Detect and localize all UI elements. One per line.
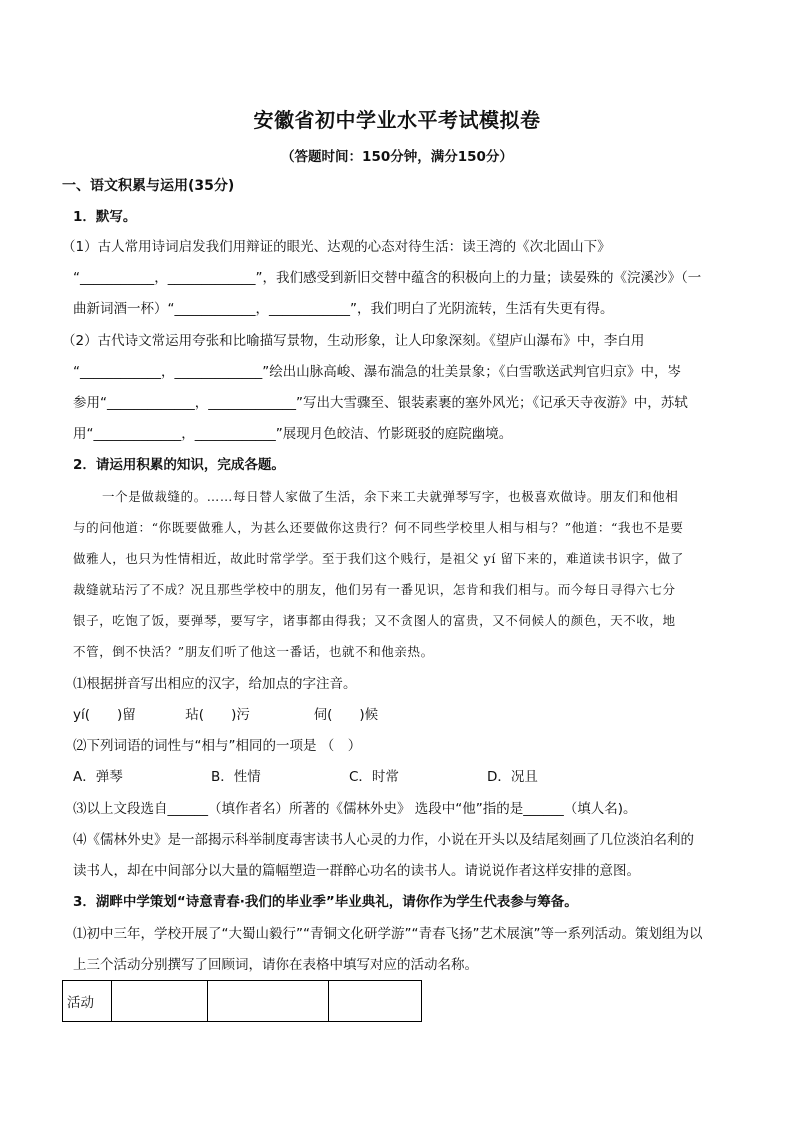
q1-part2-line4: 用“_____________，____________”展现月色皎洁、竹影斑驳的庭院幽境。 — [73, 426, 513, 442]
q1-part1-line3: 曲新词酒一杯）“____________，____________”，我们明白了光阴流转，生活有失更有得。 — [73, 301, 614, 317]
passage-line: 银子，吃饱了饭，要弹琴，要写字，诸事都由得我；又不贪图人的富贵，又不伺候人的颜色，天不收，地 — [73, 613, 676, 628]
question-3-label: 3．湖畔中学策划“诗意青春·我们的毕业季”毕业典礼，请你作为学生代表参与筹备。 — [73, 894, 578, 910]
pinyin-item: yí( )留 — [73, 707, 136, 723]
activity-table — [62, 980, 422, 1022]
answer-cell[interactable] — [208, 981, 329, 1022]
q2-sub1-label: ⑴根据拼音写出相应的汉字，给加点的字注音。 — [73, 676, 357, 692]
option-c: C．时常 — [349, 769, 399, 785]
exam-time-info: （答题时间：150分钟，满分150分） — [281, 149, 513, 165]
q2-sub4-line1: ⑷《儒林外史》是一部揭示科举制度毒害读书人心灵的力作，小说在开头以及结尾刻画了几位淡泊名利的 — [73, 832, 694, 848]
pinyin-item: 玷( )污 — [185, 707, 250, 723]
passage-line: 裁缝就玷污了不成？况且那些学校中的朋友，他们另有一番见识，怎肯和我们相与。而今每日寻得六七分 — [73, 582, 676, 597]
passage-line: 与的问他道：“你既要做雅人，为甚么还要做你这贵行？何不同些学校里人相与相与？”他道：“我也不是要 — [73, 520, 684, 535]
question-1-label: 1．默写。 — [73, 209, 137, 225]
exam-title: 安徽省初中学业水平考试模拟卷 — [253, 108, 541, 132]
q1-part2-line3: 参用“_____________，_____________”写出大雪骤至、银装素裹的塞外风光；《记承天寺夜游》中，苏轼 — [73, 395, 688, 411]
q1-part1-line2: “___________，_____________”，我们感受到新旧交替中蕴含的积极向上的力量；读晏殊的《浣溪沙》（一 — [73, 270, 702, 286]
q1-part1-line1: （1）古人常用诗词启发我们用辩证的眼光、达观的心态对待生活：读王湾的《次北固山下》 — [62, 239, 611, 255]
q2-sub2-label: ⑵下列词语的词性与“相与”相同的一项是 （ ） — [73, 738, 362, 754]
q1-part2-line2: “____________，_____________”绘出山脉高峻、瀑布湍急的壮美景象；《白雪歌送武判官归京》中，岑 — [73, 364, 681, 380]
q2-sub4-line2: 读书人，却在中间部分以大量的篇幅塑造一群醉心功名的读书人。请说说作者这样安排的意图。 — [73, 863, 640, 879]
section-heading: 一、语文积累与运用(35分) — [62, 178, 235, 194]
q2-sub1-items — [73, 705, 378, 725]
passage-line: 做雅人，也只为性情相近，故此时常学学。至于我们这个贱行，是祖父 yí 留下来的，难道读书识字，做了 — [73, 551, 684, 566]
q2-sub2-options — [73, 767, 625, 787]
option-b: B．性情 — [211, 769, 261, 785]
answer-cell[interactable] — [112, 981, 208, 1022]
option-a: A．弹琴 — [73, 769, 123, 785]
passage-line: 不管，倒不快活？”朋友们听了他这一番话，也就不和他亲热。 — [73, 644, 434, 659]
pinyin-item: 伺( )候 — [313, 707, 379, 723]
q2-sub3: ⑶以上文段选自______（填作者名）所著的《儒林外史》 选段中“他”指的是______（填人名)。 — [73, 801, 637, 817]
q1-part2-line1: （2）古代诗文常运用夸张和比喻描写景物，生动形象，让人印象深刻。《望庐山瀑布》中，李白用 — [62, 333, 645, 349]
q3-sub1-line1: ⑴初中三年，学校开展了“大蜀山毅行”“青铜文化研学游”“青春飞扬”艺术展演”等一系列活动。策划组为以 — [73, 926, 703, 942]
q3-sub1-line2: 上三个活动分别撰写了回顾词，请你在表格中填写对应的活动名称。 — [73, 957, 478, 973]
table-row — [63, 981, 422, 1022]
question-2-label: 2．请运用积累的知识，完成各题。 — [73, 457, 285, 473]
table-header-cell: 活动 — [63, 981, 112, 1022]
option-d: D．况且 — [487, 769, 538, 785]
answer-cell[interactable] — [329, 981, 422, 1022]
passage-line: 一个是做裁缝的。……每日替人家做了生活，余下来工夫就弹琴写字，也极喜欢做诗。朋友们和他相 — [102, 489, 679, 504]
